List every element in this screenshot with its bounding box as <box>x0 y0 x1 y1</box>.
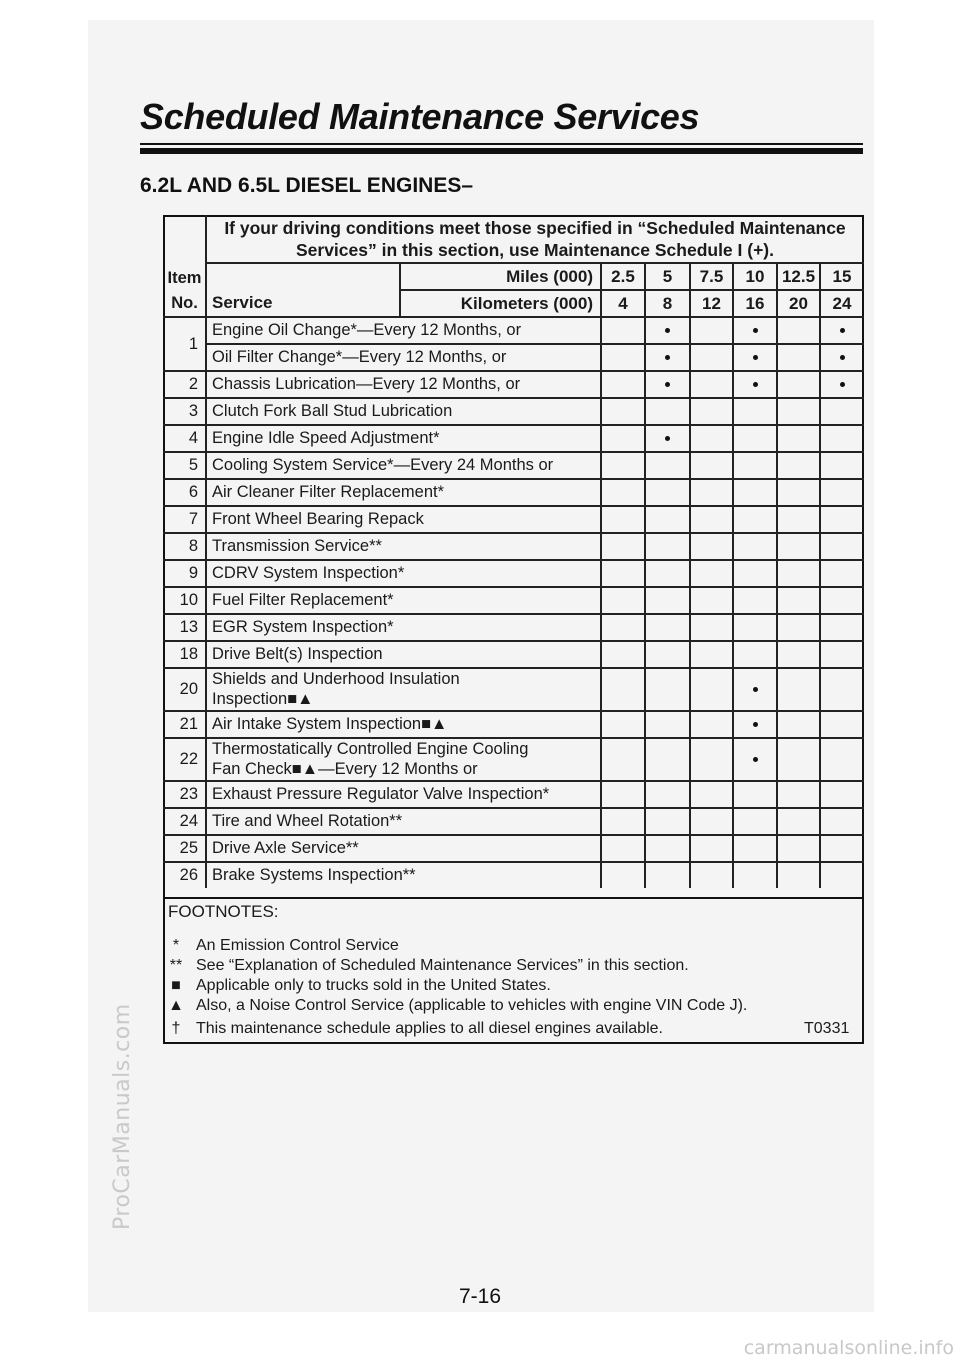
service-name: Tire and Wheel Rotation** <box>212 812 403 830</box>
interval-cell <box>645 614 690 641</box>
interval-cell <box>601 425 645 452</box>
service-due-marker <box>665 436 670 441</box>
interval-cell <box>733 398 777 425</box>
interval-cell <box>690 862 733 888</box>
interval-cell <box>645 711 690 738</box>
miles-value: 12.5 <box>781 266 816 286</box>
item-number: 6 <box>188 483 198 501</box>
footnotes-heading: FOOTNOTES: <box>168 902 279 921</box>
interval-cell <box>645 587 690 614</box>
interval-cell <box>645 781 690 808</box>
interval-cell <box>733 587 777 614</box>
interval-cell <box>820 506 864 533</box>
footnote-text: Applicable only to trucks sold in the United States. <box>196 977 551 994</box>
footnote-symbol: * <box>172 937 180 954</box>
interval-cell <box>601 398 645 425</box>
interval-cell <box>777 641 820 668</box>
item-number: 22 <box>179 750 198 768</box>
interval-cell <box>733 835 777 862</box>
service-name: Chassis Lubrication—Every 12 Months, or <box>212 375 521 393</box>
service-name: Engine Idle Speed Adjustment* <box>212 429 440 447</box>
item-number: 1 <box>188 334 198 353</box>
interval-cell <box>601 668 645 711</box>
item-number-header-label: No. <box>171 293 198 312</box>
interval-cell <box>601 344 645 371</box>
interval-cell <box>645 506 690 533</box>
interval-cell <box>777 506 820 533</box>
interval-cell <box>777 452 820 479</box>
service-name: Shields and Underhood Insulation <box>212 670 460 689</box>
interval-cell <box>777 711 820 738</box>
interval-cell <box>777 862 820 888</box>
intro-line-1: If your driving conditions meet those specified in “Scheduled Maintenance <box>224 217 846 238</box>
item-number: 2 <box>188 375 198 393</box>
interval-cell <box>601 317 645 344</box>
bottom-watermark: carmanualsonline.info <box>743 1337 954 1359</box>
interval-cell <box>777 808 820 835</box>
interval-cell <box>645 452 690 479</box>
interval-cell <box>690 479 733 506</box>
service-name: Cooling System Service*—Every 24 Months or <box>212 456 554 474</box>
service-name: Exhaust Pressure Regulator Valve Inspection* <box>212 785 550 803</box>
service-name: Brake Systems Inspection** <box>212 865 416 884</box>
interval-cell <box>645 398 690 425</box>
service-header-label: Service <box>212 293 273 312</box>
service-name: Fuel Filter Replacement* <box>212 591 394 609</box>
intro-line-2: Services” in this section, use Maintenance Schedule I (+). <box>295 239 774 260</box>
interval-cell <box>777 781 820 808</box>
interval-cell <box>645 641 690 668</box>
km-label: Kilometers (000) <box>460 293 593 313</box>
interval-cell <box>777 398 820 425</box>
km-value: 4 <box>618 293 628 313</box>
interval-cell <box>820 479 864 506</box>
miles-value: 7.5 <box>699 266 724 286</box>
interval-cell <box>601 371 645 398</box>
service-name-line-2: Inspection■▲ <box>212 689 314 708</box>
interval-cell <box>690 506 733 533</box>
interval-cell <box>777 668 820 711</box>
interval-cell <box>690 398 733 425</box>
interval-cell <box>601 560 645 587</box>
service-name: Thermostatically Controlled Engine Cooling <box>212 740 529 759</box>
item-number: 25 <box>179 839 198 857</box>
item-number: 4 <box>188 429 198 447</box>
interval-cell <box>777 835 820 862</box>
interval-cell <box>733 641 777 668</box>
footnote-text: An Emission Control Service <box>196 937 399 954</box>
interval-cell <box>601 835 645 862</box>
interval-cell <box>601 506 645 533</box>
interval-cell <box>820 533 864 560</box>
interval-cell <box>690 560 733 587</box>
service-name: Air Intake System Inspection■▲ <box>212 715 448 733</box>
interval-cell <box>601 862 645 888</box>
interval-cell <box>645 479 690 506</box>
interval-cell <box>820 641 864 668</box>
interval-cell <box>601 738 645 781</box>
interval-cell <box>645 560 690 587</box>
interval-cell <box>777 425 820 452</box>
side-watermark: ProCarManuals.com <box>110 1003 135 1230</box>
service-due-marker <box>665 328 670 333</box>
interval-cell <box>601 587 645 614</box>
item-number: 3 <box>188 402 198 420</box>
item-number: 23 <box>179 785 198 803</box>
interval-cell <box>777 479 820 506</box>
interval-cell <box>820 398 864 425</box>
interval-cell <box>777 587 820 614</box>
item-number: 9 <box>188 564 198 582</box>
km-value: 12 <box>702 293 721 313</box>
interval-cell <box>601 533 645 560</box>
service-name: Transmission Service** <box>212 537 382 555</box>
service-name: Drive Belt(s) Inspection <box>212 645 383 663</box>
interval-cell <box>690 808 733 835</box>
interval-cell <box>690 425 733 452</box>
interval-cell <box>733 479 777 506</box>
item-number: 8 <box>188 537 198 555</box>
interval-cell <box>777 317 820 344</box>
item-number: 20 <box>179 680 198 698</box>
interval-cell <box>820 560 864 587</box>
interval-cell <box>601 641 645 668</box>
interval-cell <box>601 781 645 808</box>
interval-cell <box>820 614 864 641</box>
interval-cell <box>690 317 733 344</box>
interval-cell <box>690 452 733 479</box>
interval-cell <box>733 506 777 533</box>
service-due-marker <box>840 328 845 333</box>
item-number: 10 <box>179 591 198 609</box>
interval-cell <box>601 614 645 641</box>
interval-cell <box>777 738 820 781</box>
service-name: Air Cleaner Filter Replacement* <box>212 483 445 501</box>
service-due-marker <box>840 355 845 360</box>
miles-value: 10 <box>745 266 765 286</box>
service-due-marker <box>665 355 670 360</box>
miles-value: 5 <box>662 266 673 286</box>
service-name: Front Wheel Bearing Repack <box>212 510 424 528</box>
footnote-symbol: ▲ <box>168 997 184 1014</box>
interval-cell <box>820 425 864 452</box>
service-due-marker <box>840 382 845 387</box>
interval-cell <box>601 808 645 835</box>
service-name: Engine Oil Change*—Every 12 Months, or <box>212 321 522 339</box>
miles-value: 2.5 <box>611 266 635 286</box>
interval-cell <box>645 808 690 835</box>
km-value: 24 <box>832 293 852 313</box>
item-header-label: Item <box>167 268 202 287</box>
interval-cell <box>820 862 864 888</box>
interval-cell <box>690 641 733 668</box>
interval-cell <box>820 587 864 614</box>
interval-cell <box>690 587 733 614</box>
service-due-marker <box>753 722 758 727</box>
title-rule-thin <box>140 143 863 145</box>
service-name: Drive Axle Service** <box>212 839 359 857</box>
interval-cell <box>690 668 733 711</box>
service-due-marker <box>753 687 758 692</box>
section-subtitle: 6.2L AND 6.5L DIESEL ENGINES– <box>140 174 474 197</box>
interval-cell <box>690 711 733 738</box>
item-number: 21 <box>179 715 198 733</box>
interval-cell <box>820 781 864 808</box>
footnote-text: Also, a Noise Control Service (applicable to vehicles with engine VIN Code J). <box>196 997 748 1014</box>
interval-cell <box>777 371 820 398</box>
footnote-symbol: ** <box>169 957 183 974</box>
interval-cell <box>820 668 864 711</box>
interval-cell <box>690 738 733 781</box>
table-code: T0331 <box>804 1020 850 1037</box>
service-name-line-2: Fan Check■▲—Every 12 Months or <box>212 759 478 778</box>
item-number: 18 <box>179 645 198 663</box>
interval-cell <box>690 533 733 560</box>
interval-cell <box>733 560 777 587</box>
service-due-marker <box>753 328 758 333</box>
item-number: 26 <box>179 865 198 884</box>
interval-cell <box>733 614 777 641</box>
interval-cell <box>645 668 690 711</box>
interval-cell <box>820 738 864 781</box>
interval-cell <box>820 835 864 862</box>
footnote-symbol: † <box>171 1020 181 1037</box>
interval-cell <box>820 711 864 738</box>
km-value: 20 <box>789 293 808 313</box>
title-rule-thick <box>140 148 863 154</box>
interval-cell <box>601 452 645 479</box>
interval-cell <box>690 781 733 808</box>
interval-cell <box>645 835 690 862</box>
footnote-text: See “Explanation of Scheduled Maintenance Services” in this section. <box>196 957 689 974</box>
interval-cell <box>690 371 733 398</box>
service-due-marker <box>753 355 758 360</box>
item-number: 24 <box>179 812 198 830</box>
interval-cell <box>777 560 820 587</box>
interval-cell <box>777 344 820 371</box>
page-title: Scheduled Maintenance Services <box>140 96 700 137</box>
footnote-text: This maintenance schedule applies to all diesel engines available. <box>196 1020 663 1037</box>
interval-cell <box>733 862 777 888</box>
service-due-marker <box>753 757 758 762</box>
item-number: 7 <box>188 510 198 528</box>
interval-cell <box>820 452 864 479</box>
service-name: Oil Filter Change*—Every 12 Months, or <box>212 348 507 366</box>
interval-cell <box>601 479 645 506</box>
page-number: 7-16 <box>458 1285 502 1308</box>
interval-cell <box>690 614 733 641</box>
interval-cell <box>601 711 645 738</box>
miles-label: Miles (000) <box>506 266 593 286</box>
interval-cell <box>733 425 777 452</box>
interval-cell <box>777 614 820 641</box>
footnote-symbol: ■ <box>171 977 181 994</box>
service-name: EGR System Inspection* <box>212 618 394 636</box>
interval-cell <box>645 862 690 888</box>
interval-cell <box>645 738 690 781</box>
km-value: 8 <box>662 293 673 313</box>
service-name: Clutch Fork Ball Stud Lubrication <box>212 402 453 420</box>
service-due-marker <box>753 382 758 387</box>
interval-cell <box>733 781 777 808</box>
interval-cell <box>820 808 864 835</box>
service-name: CDRV System Inspection* <box>212 564 405 582</box>
service-due-marker <box>665 382 670 387</box>
interval-cell <box>733 808 777 835</box>
interval-cell <box>733 533 777 560</box>
interval-cell <box>690 344 733 371</box>
km-value: 16 <box>745 293 765 313</box>
item-number: 13 <box>179 618 198 636</box>
interval-cell <box>690 835 733 862</box>
interval-cell <box>777 533 820 560</box>
item-number: 5 <box>188 456 198 474</box>
interval-cell <box>733 452 777 479</box>
interval-cell <box>645 533 690 560</box>
miles-value: 15 <box>832 266 852 286</box>
